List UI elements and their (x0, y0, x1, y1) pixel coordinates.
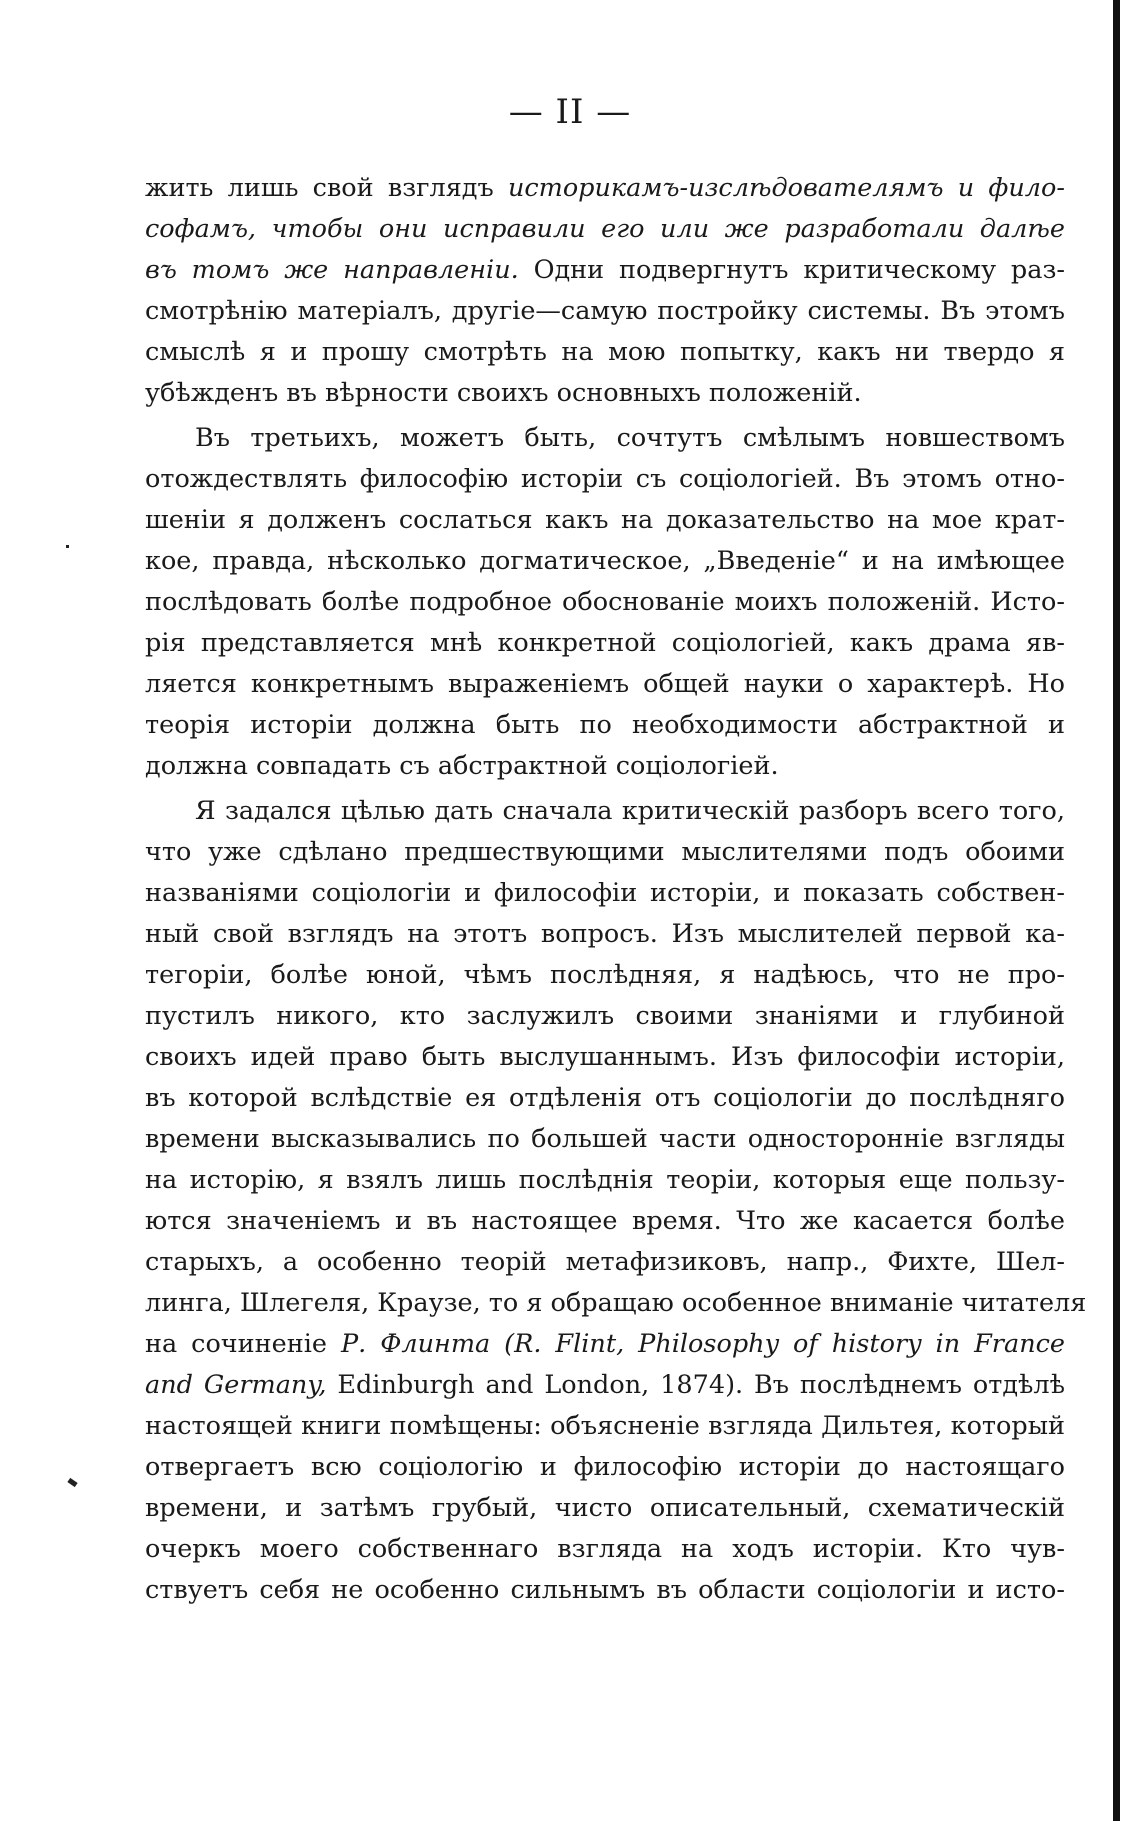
italic-run: софамъ, чтобы они исправили его или же разработали далѣе (145, 214, 1065, 244)
text-run: кое, правда, нѣсколько догматическое, „Введеніе“ и на имѣющее (145, 546, 1065, 576)
text-line (145, 1283, 1087, 1324)
text-line (145, 541, 1065, 582)
ink-speck (66, 545, 69, 548)
ink-speck (67, 1478, 77, 1487)
text-run: послѣдовать болѣе подробное обоснованіе моихъ положеній. Исто- (145, 587, 1065, 617)
text-line (145, 1529, 1065, 1570)
text-run: на сочиненіе (145, 1329, 341, 1359)
text-run: жить лишь свой взглядъ (145, 173, 508, 203)
text-line (145, 1447, 1065, 1488)
text-run: Я задался цѣлью дать сначала критическій разборъ всего того, (195, 796, 1065, 826)
italic-run: въ томъ же направленіи. (145, 255, 519, 285)
text-line (145, 914, 1065, 955)
text-line (145, 664, 1065, 705)
text-line (145, 500, 1065, 541)
text-run: пустилъ никого, кто заслужилъ своими знаніями и глубиной (145, 1001, 1065, 1031)
text-line (145, 1160, 1065, 1201)
text-run: убѣжденъ въ вѣрности своихъ основныхъ положеній. (145, 378, 862, 408)
text-line (145, 291, 1065, 332)
text-line (145, 996, 1065, 1037)
text-line (145, 1037, 1065, 1078)
text-line (145, 832, 1065, 873)
scan-edge (1113, 0, 1120, 1821)
text-line (145, 582, 1065, 623)
text-run: Edinburgh and London, 1874). Въ послѣднемъ отдѣлѣ (326, 1370, 1065, 1400)
text-run: ный свой взглядъ на этотъ вопросъ. Изъ мыслителей первой ка- (145, 919, 1065, 949)
text-run: теорія исторіи должна быть по необходимости абстрактной и (145, 710, 1065, 740)
text-run: рія представляется мнѣ конкретной соціологіей, какъ драма яв- (145, 628, 1065, 658)
page-number: — II — (508, 92, 632, 132)
text-run: шеніи я долженъ сослаться какъ на доказательство на мое крат- (145, 505, 1065, 535)
text-line (145, 332, 1065, 373)
text-run: въ которой вслѣдствіе ея отдѣленія отъ соціологіи до послѣдняго (145, 1083, 1065, 1113)
text-line (145, 623, 1065, 664)
text-run: на исторію, я взялъ лишь послѣднія теоріи, которыя еще пользу- (145, 1165, 1065, 1195)
text-line (145, 250, 1065, 291)
text-line (145, 373, 1065, 414)
text-line (145, 1242, 1065, 1283)
text-line (145, 1570, 1065, 1611)
text-run: тегоріи, болѣе юной, чѣмъ послѣдняя, я надѣюсь, что не про- (145, 960, 1065, 990)
paragraph (145, 418, 1065, 787)
paragraph (145, 168, 1065, 414)
text-run: отвергаетъ всю соціологію и философію исторіи до настоящаго (145, 1452, 1065, 1482)
text-line (145, 418, 1065, 459)
text-line (145, 705, 1065, 746)
text-line (145, 1324, 1065, 1365)
text-line (145, 873, 1065, 914)
text-line (145, 955, 1065, 996)
text-run: времени, и затѣмъ грубый, чисто описательный, схематическій (145, 1493, 1065, 1523)
page-text (145, 168, 1087, 1611)
text-run: старыхъ, а особенно теорій метафизиковъ, напр., Фихте, Шел- (145, 1247, 1065, 1277)
text-line (145, 791, 1065, 832)
text-run: ляется конкретнымъ выраженіемъ общей науки о характерѣ. Но (145, 669, 1065, 699)
italic-run: историкамъ-изслѣдователямъ и фило- (507, 173, 1065, 203)
text-run: смотрѣнію матеріалъ, другіе—самую постройку системы. Въ этомъ (145, 296, 1065, 326)
text-line (145, 1201, 1065, 1242)
italic-run: and Germany, (145, 1370, 327, 1400)
text-line (145, 168, 1065, 209)
text-run: что уже сдѣлано предшествующими мыслителями подъ обоими (145, 837, 1065, 867)
text-run: настоящей книги помѣщены: объясненіе взгляда Дильтея, который (145, 1411, 1065, 1441)
text-line (145, 1488, 1065, 1529)
text-run: отождествлять философію исторіи съ соціологіей. Въ этомъ отно- (145, 464, 1065, 494)
text-line (145, 1406, 1065, 1447)
italic-run: Р. Флинта (R. Flint, Philosophy of history in France (340, 1329, 1065, 1359)
text-run: названіями соціологіи и философіи исторіи, и показать собствен- (145, 878, 1065, 908)
text-run: должна совпадать съ абстрактной соціологіей. (145, 751, 779, 781)
text-run: Въ третьихъ, можетъ быть, сочтутъ смѣлымъ новшествомъ (195, 423, 1065, 453)
text-line (145, 746, 1065, 787)
paragraph (145, 791, 1087, 1611)
text-run: своихъ идей право быть выслушаннымъ. Изъ философіи исторіи, (145, 1042, 1065, 1072)
text-line (145, 209, 1065, 250)
text-run: ствуетъ себя не особенно сильнымъ въ области соціологіи и исто- (145, 1575, 1065, 1605)
text-line (145, 1119, 1065, 1160)
text-run: времени высказывались по большей части односторонніе взгляды (145, 1124, 1065, 1154)
text-run: очеркъ моего собственнаго взгляда на ходъ исторіи. Кто чув- (145, 1534, 1065, 1564)
text-line (145, 459, 1065, 500)
text-line (145, 1365, 1065, 1406)
text-run: смыслѣ я и прошу смотрѣть на мою попытку, какъ ни твердо я (145, 337, 1065, 367)
text-run: Одни подвергнутъ критическому раз- (518, 255, 1065, 285)
text-run: ются значеніемъ и въ настоящее время. Что же касается болѣе (145, 1206, 1065, 1236)
text-line (145, 1078, 1065, 1119)
text-run: линга, Шлегеля, Краузе, то я обращаю особенное вниманіе читателя (145, 1288, 1087, 1318)
